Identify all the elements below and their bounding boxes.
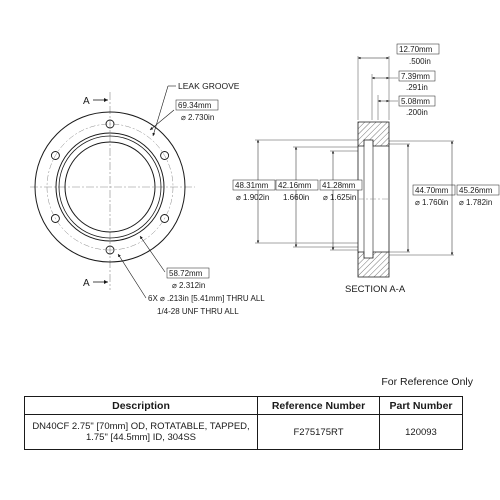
front-view	[30, 81, 265, 316]
thickness-total-mm: 12.70mm	[399, 45, 433, 54]
section-view	[233, 44, 499, 295]
leak-groove-label: LEAK GROOVE	[178, 81, 240, 91]
dim-48-mm: 48.31mm	[235, 181, 269, 190]
section-upper-profile	[358, 122, 389, 146]
cell-reference-number: F275175RT	[258, 415, 380, 450]
thickness-mid-mm: 7.39mm	[401, 72, 430, 81]
bolt-circle-in: ⌀ 2.730in	[181, 113, 215, 122]
dim-45-mm: 45.26mm	[459, 186, 493, 195]
thickness-inner-mm: 5.08mm	[401, 97, 430, 106]
reference-note: For Reference Only	[381, 376, 473, 388]
section-lower-profile	[358, 252, 389, 277]
cell-part-number: 120093	[380, 415, 463, 450]
dim-41-mm: 41.28mm	[322, 181, 356, 190]
groove-dia-mm: 58.72mm	[169, 269, 203, 278]
cell-description: DN40CF 2.75" [70mm] OD, ROTATABLE, TAPPED, 1.75" [44.5mm] ID, 304SS	[25, 415, 258, 450]
dim-41-in: ⌀ 1.625in	[323, 193, 357, 202]
header-reference-number: Reference Number	[258, 397, 380, 415]
hole-note-line1: 6X ⌀ .213in [5.41mm] THRU ALL	[148, 294, 265, 303]
part-info-table	[24, 396, 463, 450]
header-description: Description	[25, 397, 258, 415]
thickness-inner-in: .200in	[406, 108, 428, 117]
section-marker-top: A	[83, 96, 90, 107]
dim-44-mm: 44.70mm	[415, 186, 449, 195]
dim-48-in: ⌀ 1.902in	[236, 193, 270, 202]
hole-note-line2: 1/4-28 UNF THRU ALL	[157, 307, 239, 316]
thickness-mid-in: .291in	[406, 83, 428, 92]
groove-dia-in: ⌀ 2.312in	[172, 281, 206, 290]
bolt-circle-mm: 69.34mm	[178, 101, 212, 110]
table-header-row	[25, 397, 463, 415]
dim-44-in: ⌀ 1.760in	[415, 198, 449, 207]
thickness-total-in: .500in	[409, 57, 431, 66]
header-part-number: Part Number	[380, 397, 463, 415]
section-title: SECTION A-A	[345, 284, 406, 295]
dim-42-mm: 42.16mm	[278, 181, 312, 190]
dim-45-in: ⌀ 1.782in	[459, 198, 493, 207]
section-marker-bottom: A	[83, 278, 90, 289]
table-row	[25, 415, 463, 450]
dim-42-in: 1.660in	[283, 193, 310, 202]
